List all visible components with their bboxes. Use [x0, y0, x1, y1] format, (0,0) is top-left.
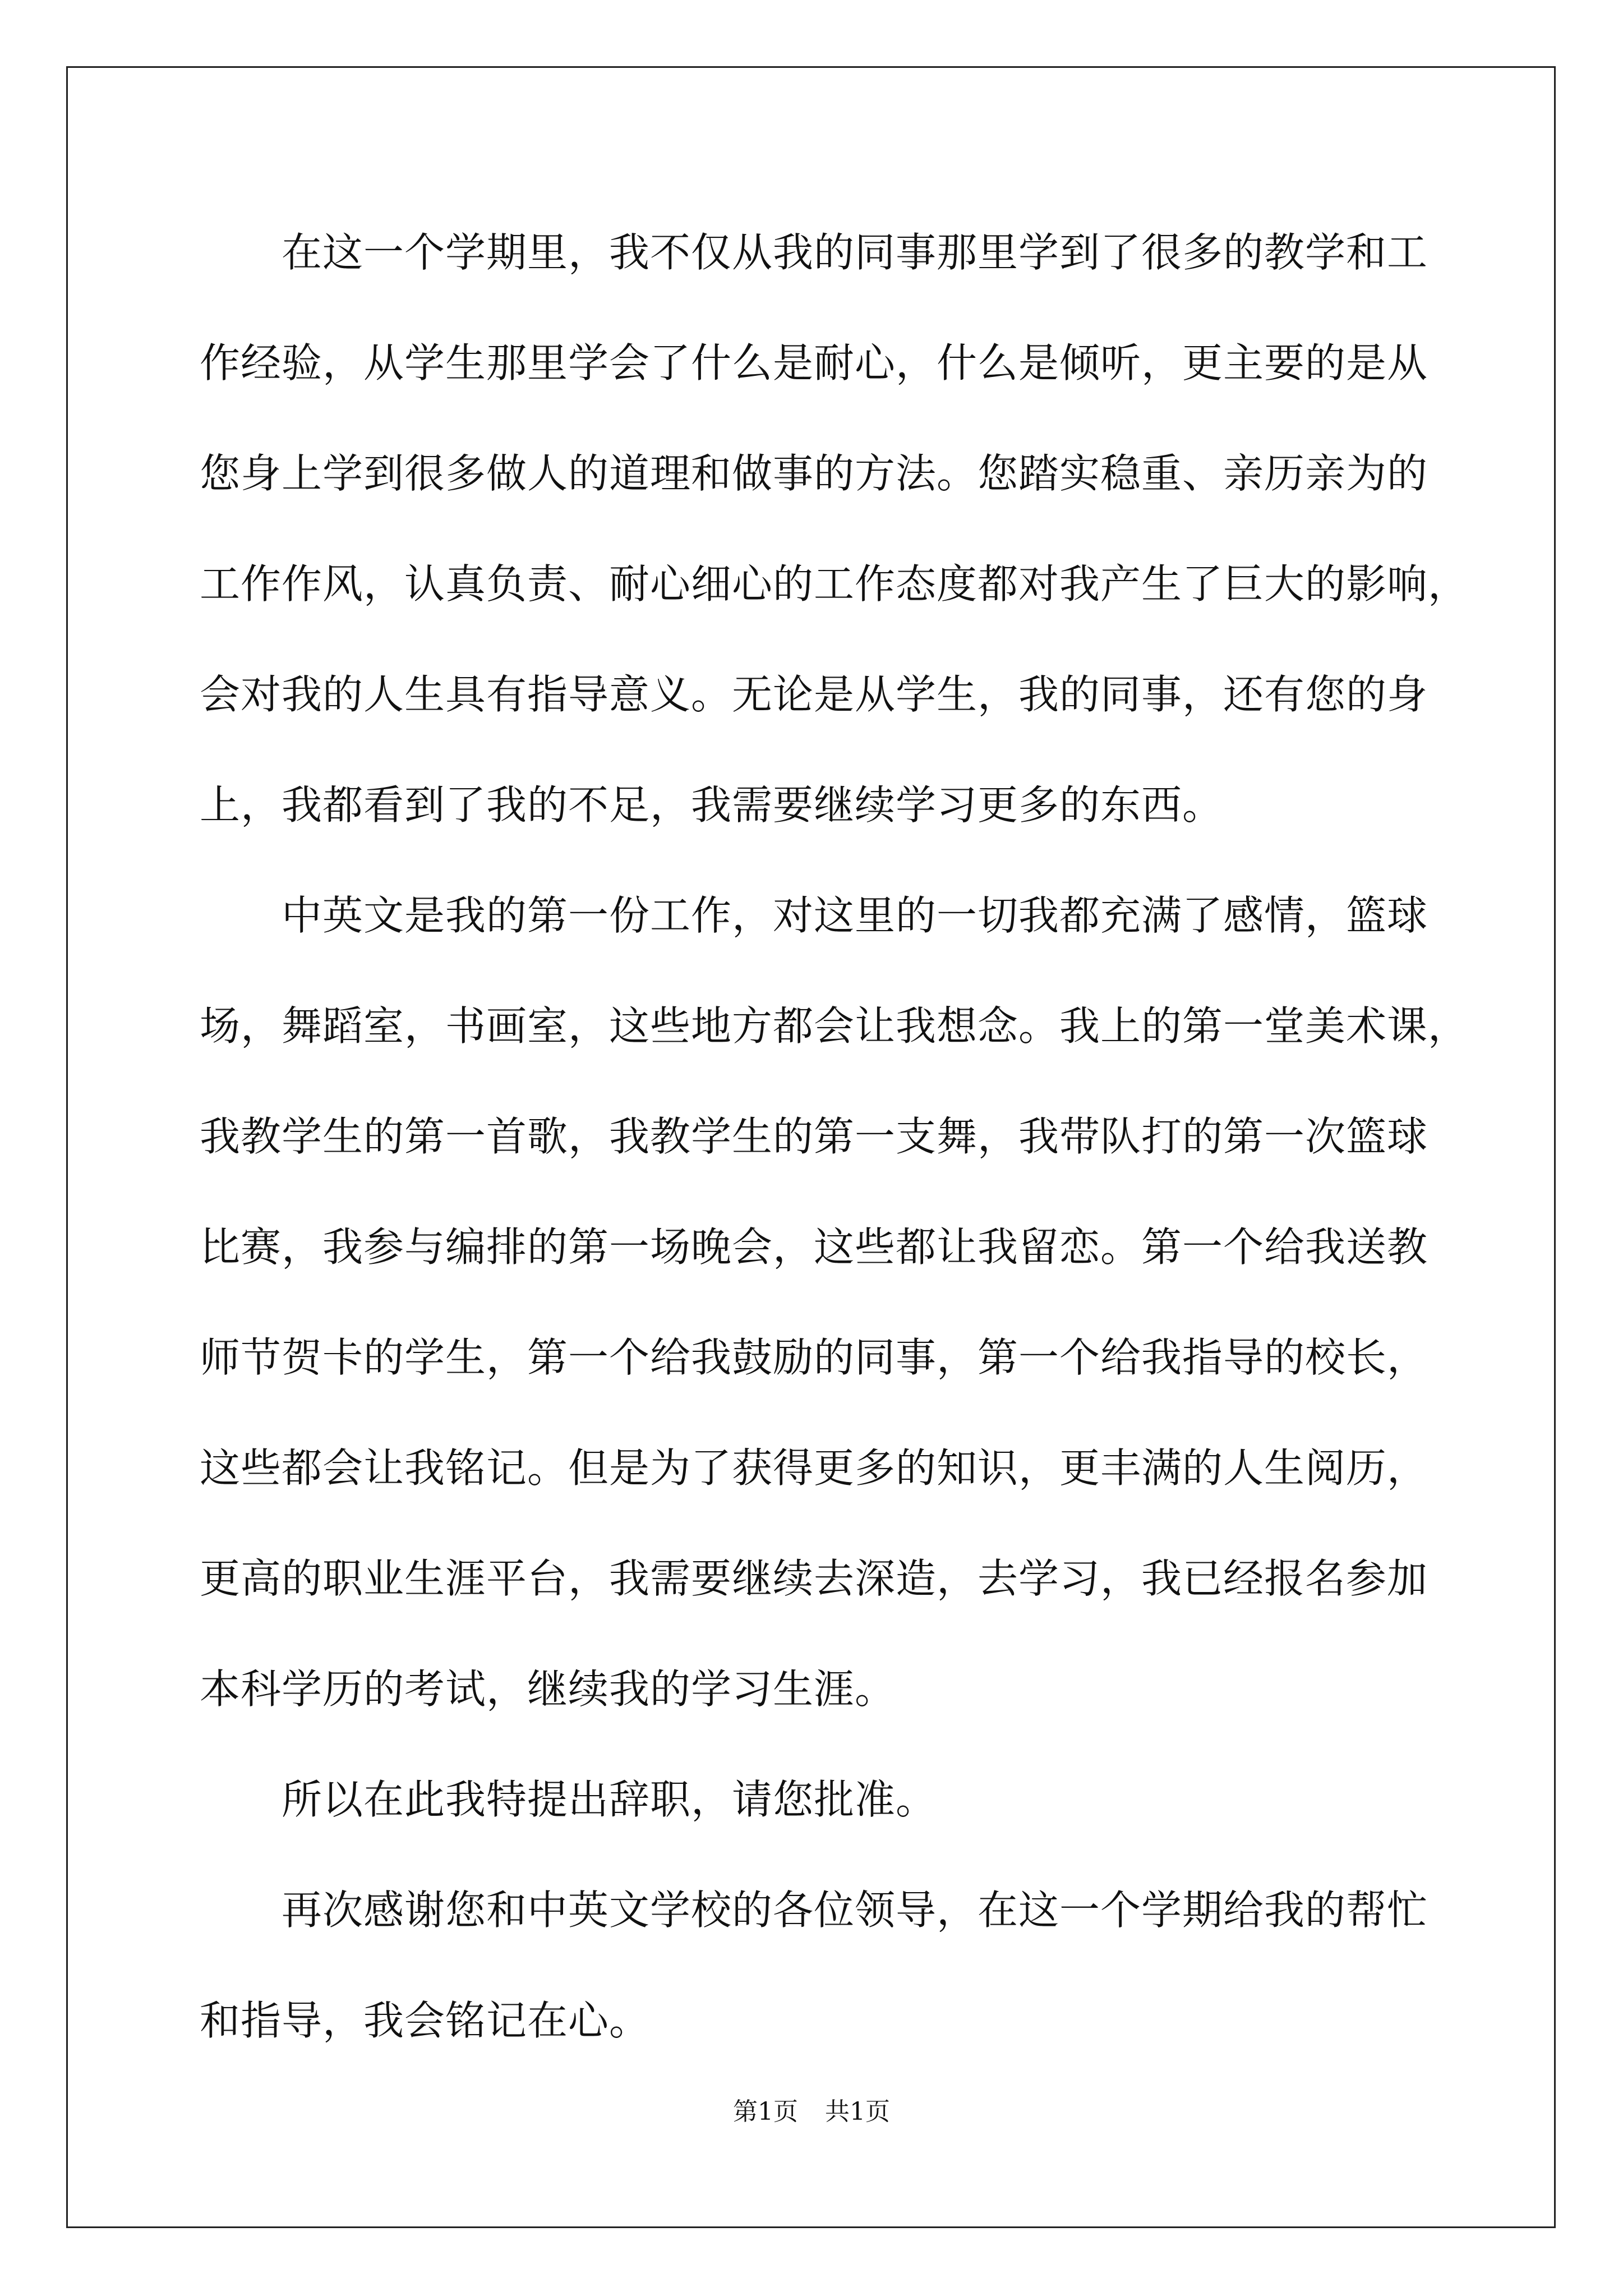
page-footer: [0, 2095, 1623, 2129]
paragraph-line: 上，我都看到了我的不足，我需要继续学习更多的东西。: [200, 781, 1224, 829]
page-number: 第1页: [733, 2097, 798, 2126]
page-total: 共1页: [825, 2097, 890, 2126]
paragraph-line: 和指导，我会铭记在心。: [200, 1997, 651, 2044]
paragraph-line: 您身上学到很多做人的道理和做事的方法。您踏实稳重、亲历亲为的: [200, 450, 1428, 497]
paragraph-line: 比赛，我参与编排的第一场晚会，这些都让我留恋。第一个给我送教: [200, 1223, 1428, 1271]
paragraph-line: 在这一个学期里，我不仅从我的同事那里学到了很多的教学和工: [282, 229, 1428, 276]
paragraph-line: 场，舞蹈室，书画室，这些地方都会让我想念。我上的第一堂美术课，: [200, 1002, 1469, 1050]
paragraph-line: 再次感谢您和中英文学校的各位领导，在这一个学期给我的帮忙: [282, 1887, 1428, 1934]
paragraph-line: 我教学生的第一首歌，我教学生的第一支舞，我带队打的第一次篮球: [200, 1113, 1428, 1160]
paragraph-line: 工作作风，认真负责、耐心细心的工作态度都对我产生了巨大的影响，: [200, 560, 1469, 608]
paragraph-line: 这些都会让我铭记。但是为了获得更多的知识，更丰满的人生阅历，: [200, 1444, 1428, 1492]
paragraph-line: 中英文是我的第一份工作，对这里的一切我都充满了感情，篮球: [282, 892, 1428, 939]
paragraph-line: 更高的职业生涯平台，我需要继续去深造，去学习，我已经报名参加: [200, 1555, 1428, 1602]
paragraph-line: 师节贺卡的学生，第一个给我鼓励的同事，第一个给我指导的校长，: [200, 1334, 1428, 1381]
paragraph-line: 本科学历的考试，继续我的学习生涯。: [200, 1665, 896, 1713]
paragraph-line: 作经验，从学生那里学会了什么是耐心，什么是倾听，更主要的是从: [200, 339, 1428, 386]
document-body: [200, 218, 1469, 2096]
paragraph-line: 会对我的人生具有指导意义。无论是从学生，我的同事，还有您的身: [200, 671, 1428, 718]
paragraph-line: 所以在此我特提出辞职，请您批准。: [282, 1776, 937, 1823]
